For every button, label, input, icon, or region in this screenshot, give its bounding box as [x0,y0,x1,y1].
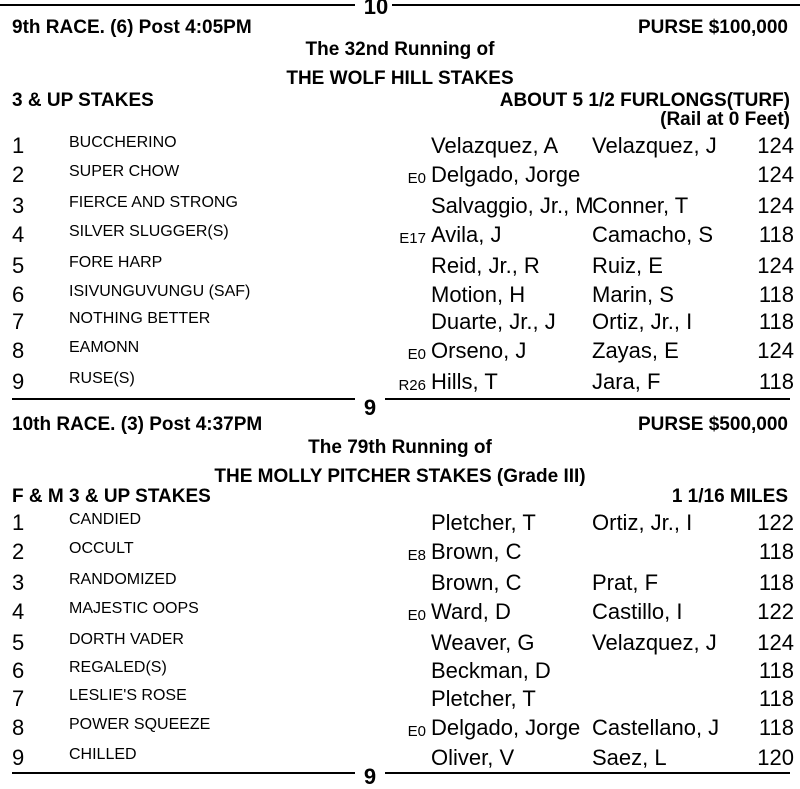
entry-row [0,629,800,657]
entry-row [0,252,800,280]
weight: 120 [757,745,794,770]
horse-name: NOTHING BETTER [69,310,211,327]
horse-name: CHILLED [69,746,137,763]
jockey-name: Camacho, S [592,222,714,247]
entry-row [0,598,800,626]
horse-name: POWER SQUEEZE [69,716,211,733]
entry-row [0,132,800,160]
jockey-name: Ortiz, Jr., I [592,510,693,535]
race10-title: 10th RACE. (3) Post 4:37PM [12,414,263,435]
trainer-name: Avila, J [431,222,502,247]
weight: 124 [757,133,794,158]
equipment-code: E0 [407,607,426,624]
race9-distance: ABOUT 5 1/2 FURLONGS(TURF) [499,90,790,111]
race10-purse: PURSE $500,000 [638,414,788,435]
post-position: 3 [12,570,25,595]
entry-row [0,538,800,566]
trainer-name: Motion, H [431,282,526,307]
post-position: 2 [12,539,25,564]
jockey-name: Ruiz, E [592,253,663,278]
post-position: 7 [12,309,25,334]
post-position: 8 [12,715,25,740]
jockey-name: Prat, F [592,570,659,595]
weight: 124 [757,193,794,218]
horse-name: ISIVUNGUVUNGU (SAF) [69,283,251,300]
weight: 124 [757,162,794,187]
entry-row [0,337,800,365]
horse-name: OCCULT [69,540,134,557]
post-position: 1 [12,510,25,535]
middle-separator-line-left [12,398,355,400]
equipment-code: R26 [398,377,426,394]
post-position: 4 [12,222,25,247]
entry-row [0,714,800,742]
horse-name: LESLIE'S ROSE [69,687,187,704]
race9-conditions: 3 & UP STAKES [12,90,154,111]
top-separator-line-left [0,4,355,6]
top-separator-line-right [392,4,800,6]
trainer-name: Pletcher, T [431,686,536,711]
weight: 118 [758,222,794,247]
weight: 118 [758,282,794,307]
post-position: 4 [12,599,25,624]
horse-name: FORE HARP [69,254,163,271]
race10-distance: 1 1/16 MILES [671,486,788,507]
post-position: 2 [12,162,25,187]
horse-name: SUPER CHOW [69,163,180,180]
trainer-name: Reid, Jr., R [431,253,540,278]
weight: 124 [757,338,794,363]
jockey-name: Ortiz, Jr., I [592,309,693,334]
trainer-name: Velazquez, A [431,133,559,158]
trainer-name: Delgado, Jorge [431,715,581,740]
weight: 118 [758,658,794,683]
post-position: 6 [12,282,25,307]
equipment-code: E8 [407,547,426,564]
entry-row [0,657,800,685]
trainer-name: Orseno, J [431,338,527,363]
post-position: 5 [12,630,25,655]
horse-name: CANDIED [69,511,142,528]
weight: 118 [758,686,794,711]
middle-separator-number: 9 [363,395,377,420]
entry-row [0,281,800,309]
jockey-name: Saez, L [592,745,667,770]
entry-row [0,509,800,537]
weight: 124 [757,630,794,655]
entry-row [0,569,800,597]
bottom-separator-number: 9 [363,764,377,789]
entry-row [0,744,800,772]
trainer-name: Beckman, D [431,658,551,683]
weight: 118 [758,309,794,334]
horse-name: REGALED(S) [69,659,167,676]
race9-rail: (Rail at 0 Feet) [660,109,790,130]
trainer-name: Weaver, G [431,630,535,655]
post-position: 1 [12,133,25,158]
post-position: 9 [12,745,25,770]
middle-separator-line-right [385,398,790,400]
equipment-code: E0 [407,346,426,363]
top-separator-number: 10 [363,0,389,19]
jockey-name: Velazquez, J [592,630,717,655]
post-position: 7 [12,686,25,711]
jockey-name: Velazquez, J [592,133,717,158]
trainer-name: Ward, D [431,599,511,624]
weight: 122 [757,510,794,535]
horse-name: RANDOMIZED [69,571,177,588]
jockey-name: Jara, F [592,369,661,394]
horse-name: MAJESTIC OOPS [69,600,199,617]
race9-title: 9th RACE. (6) Post 4:05PM [12,17,252,38]
post-position: 6 [12,658,25,683]
post-position: 8 [12,338,25,363]
post-position: 3 [12,193,25,218]
bottom-separator-line-left [12,772,355,774]
trainer-name: Pletcher, T [431,510,536,535]
horse-name: RUSE(S) [69,370,135,387]
jockey-name: Castellano, J [592,715,720,740]
entry-row [0,221,800,249]
jockey-name: Zayas, E [592,338,679,363]
equipment-code: E0 [407,170,426,187]
jockey-name: Conner, T [592,193,689,218]
horse-name: EAMONN [69,339,140,356]
weight: 118 [758,570,794,595]
trainer-name: Duarte, Jr., J [431,309,556,334]
trainer-name: Hills, T [431,369,498,394]
horse-name: SILVER SLUGGER(S) [69,223,229,240]
horse-name: FIERCE AND STRONG [69,194,238,211]
jockey-name: Marin, S [592,282,674,307]
race9-stakes-name: THE WOLF HILL STAKES [286,68,514,89]
trainer-name: Salvaggio, Jr., M [431,193,594,218]
post-position: 5 [12,253,25,278]
equipment-code: E17 [399,230,426,247]
horse-name: BUCCHERINO [69,134,177,151]
weight: 124 [757,253,794,278]
equipment-code: E0 [407,723,426,740]
weight: 118 [758,539,794,564]
trainer-name: Oliver, V [431,745,515,770]
entry-row [0,368,800,396]
trainer-name: Brown, C [431,539,522,564]
trainer-name: Brown, C [431,570,522,595]
weight: 118 [758,715,794,740]
race9-running: The 32nd Running of [305,39,495,60]
entry-row [0,192,800,220]
horse-name: DORTH VADER [69,631,184,648]
entry-row [0,161,800,189]
weight: 118 [758,369,794,394]
entry-row [0,685,800,713]
trainer-name: Delgado, Jorge [431,162,581,187]
entry-row [0,308,800,336]
bottom-separator-line-right [385,772,790,774]
race10-running: The 79th Running of [308,437,492,458]
post-position: 9 [12,369,25,394]
race10-stakes-name: THE MOLLY PITCHER STAKES (Grade III) [214,466,586,487]
race10-conditions: F & M 3 & UP STAKES [12,486,211,507]
jockey-name: Castillo, I [592,599,683,624]
race9-purse: PURSE $100,000 [638,17,788,38]
weight: 122 [757,599,794,624]
